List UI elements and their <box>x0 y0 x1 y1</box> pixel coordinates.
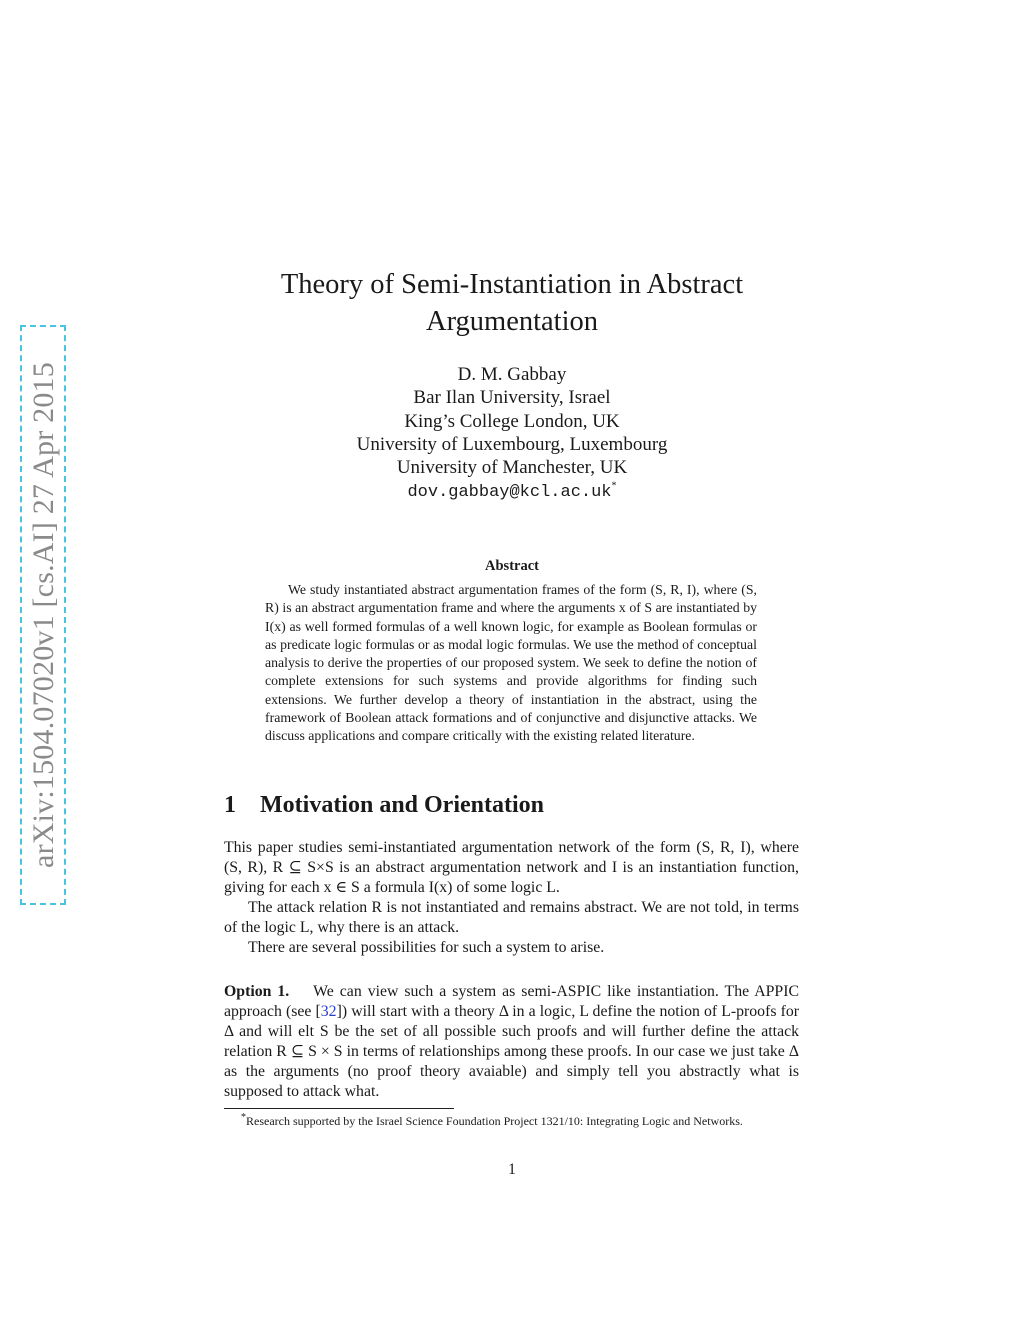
footnote <box>224 1113 804 1129</box>
affiliation-2: King’s College London, UK <box>404 410 620 432</box>
page-number: 1 <box>508 1161 516 1178</box>
author-name: D. M. Gabbay <box>457 364 567 385</box>
footnote-mark: * <box>241 1112 246 1123</box>
affiliation-4: University of Manchester, UK <box>396 457 628 479</box>
author-block <box>250 363 774 505</box>
footnote-marker: * <box>611 481 617 493</box>
author-email-line <box>250 479 774 504</box>
section-heading <box>224 792 544 819</box>
section-number: 1 <box>224 792 236 818</box>
citation-link[interactable]: 32 <box>320 1003 337 1020</box>
title-line-1: Theory of Semi-Instantiation in Abstract <box>280 269 744 300</box>
paragraph-option-1 <box>224 982 799 1102</box>
paragraph-3: There are several possibilities for such a system to arise. <box>248 939 605 956</box>
affiliation-3: University of Luxembourg, Luxembourg <box>356 433 668 455</box>
section-title: Motivation and Orientation <box>260 792 545 818</box>
abstract-text: We study instantiated abstract argumentation frames of the form (S, R, I), where (S, R) is an abstract argumentation frame and where the arguments x of S are instantiated by I(x) as well formed formulas of a well known logic, for example as Boolean formulas or as predicate logic formulas or as modal logic formulas. We use the method of conceptual analysis to derive the properties of our proposed system. We seek to define the notion of complete extensions for such systems and provide algorithms for finding such extensions. We further develop a theory of instantiation in the abstract, using the framework of Boolean attack formations and of conjunctive and disjunctive attacks. We discuss applications and compare critically with the existing related literature. <box>265 582 757 744</box>
option-label: Option 1. <box>224 983 290 1000</box>
title-line-2: Argumentation <box>425 306 599 337</box>
author-email: dov.gabbay@kcl.ac.uk <box>407 483 612 503</box>
paragraph-1: This paper studies semi-instantiated argumentation network of the form (S, R, I), where (S, R), R ⊆ S×S is an abstract argumentation network and I is an instantiation function, giving for each x ∈ S a formula I(x) of some logic L. <box>224 839 799 896</box>
option-text-a: We can view such a system as semi-ASPIC like instantiation. The APPIC approach (see [ <box>224 983 799 1020</box>
footnote-text: Research supported by the Israel Science Foundation Project 1321/10: Integrating Logic and Networks. <box>246 1114 743 1128</box>
affiliation-1: Bar Ilan University, Israel <box>413 387 611 409</box>
arxiv-stamp: arXiv:1504.07020v1 [cs.AI] 27 Apr 2015 <box>27 362 60 868</box>
abstract-heading: Abstract <box>485 558 539 574</box>
footnote-rule <box>224 1108 454 1109</box>
option-text-b: ]) will start with a theory Δ in a logic, L define the notion of L-proofs for Δ and will elt S be the set of all possible such proofs and will further define the attack relation R ⊆ S × S in terms of relationships among these proofs. In our case we just take Δ as the arguments (no proof theory avaiable) and simply tell you abstractly what is supposed to attack what. <box>224 1003 800 1100</box>
paragraph-2: The attack relation R is not instantiated and remains abstract. We are not told, in terms of the logic L, why there is an attack. <box>224 899 799 936</box>
paper-title <box>200 266 824 340</box>
